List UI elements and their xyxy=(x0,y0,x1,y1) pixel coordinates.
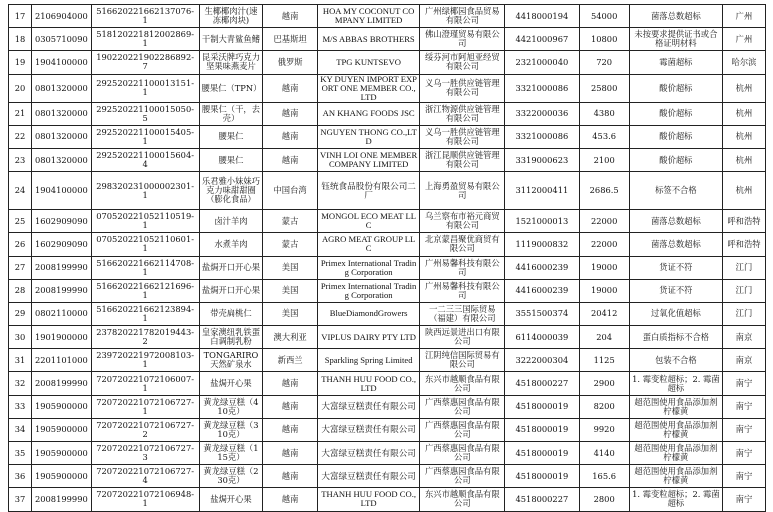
declaration-number-cell: 070520221052110601-1 xyxy=(91,233,199,256)
reason-cell: 标签不合格 xyxy=(629,172,722,210)
manufacturer-cell: M/S ABBAS BROTHERS xyxy=(317,28,420,51)
declaration-number-cell: 516620221662123894-1 xyxy=(91,302,199,325)
importer-cell: 江阴纯信国际贸易有限公司 xyxy=(420,349,505,372)
reason-cell: 货证不符 xyxy=(629,256,722,279)
reason-cell: 1. 霉变粒超标；2. 霉菌超标 xyxy=(629,488,722,511)
importer-code-cell: 4518000227 xyxy=(505,372,579,395)
table-row xyxy=(9,418,766,441)
reason-cell: 菌落总数超标 xyxy=(629,233,722,256)
manufacturer-cell: AN KHANG FOODS JSC xyxy=(317,102,420,125)
row-number-cell: 32 xyxy=(9,372,32,395)
reason-cell: 超范围使用食品添加剂柠檬黄 xyxy=(629,442,722,465)
declaration-number-cell: 516620221662137076-1 xyxy=(91,5,199,28)
product-name-cell: 生椰椰肉汁(速冻椰肉块) xyxy=(199,5,263,28)
row-number-cell: 18 xyxy=(9,28,32,51)
row-number-cell: 25 xyxy=(9,210,32,233)
port-cell: 广州 xyxy=(722,28,765,51)
importer-cell: 广州易馨科技有限公司 xyxy=(420,256,505,279)
product-name-cell: 乐君雅小妹妹巧克力味甜甜圈（膨化食品） xyxy=(199,172,263,210)
product-name-cell: 腰果仁（TPN） xyxy=(199,74,263,102)
importer-cell: 义乌一胜供应链管理有限公司 xyxy=(420,74,505,102)
importer-cell: 广州易馨科技有限公司 xyxy=(420,279,505,302)
importer-code-cell: 4416000239 xyxy=(505,279,579,302)
port-cell: 杭州 xyxy=(722,102,765,125)
row-number-cell: 19 xyxy=(9,51,32,74)
port-cell: 南宁 xyxy=(722,372,765,395)
declaration-number-cell: 239720221972008103-1 xyxy=(91,349,199,372)
product-name-cell: 盐焗开口开心果 xyxy=(199,256,263,279)
hs-code-cell: 0802110000 xyxy=(32,302,92,325)
port-cell: 南宁 xyxy=(722,395,765,418)
row-number-cell: 28 xyxy=(9,279,32,302)
importer-cell: 一二三三国际贸易（福建）有限公司 xyxy=(420,302,505,325)
port-cell: 杭州 xyxy=(722,148,765,171)
product-name-cell: 盐焗开心果 xyxy=(199,488,263,511)
importer-cell: 东兴市越顺食品有限公司 xyxy=(420,488,505,511)
hs-code-cell: 2201101000 xyxy=(32,349,92,372)
origin-cell: 越南 xyxy=(263,442,317,465)
origin-cell: 越南 xyxy=(263,102,317,125)
importer-code-cell: 3321000086 xyxy=(505,125,579,148)
port-cell: 南宁 xyxy=(722,442,765,465)
product-name-cell: 黄龙绿豆糕（115克） xyxy=(199,442,263,465)
importer-cell: 浙江昆顺供应链管理有限公司 xyxy=(420,148,505,171)
importer-code-cell: 3319000623 xyxy=(505,148,579,171)
table-row xyxy=(9,465,766,488)
importer-code-cell: 1521000013 xyxy=(505,210,579,233)
origin-cell: 越南 xyxy=(263,148,317,171)
origin-cell: 越南 xyxy=(263,74,317,102)
table-row xyxy=(9,5,766,28)
declaration-number-cell: 720720221072106727-1 xyxy=(91,395,199,418)
product-name-cell: TONGARIRO天然矿泉水 xyxy=(199,349,263,372)
table-row xyxy=(9,148,766,171)
manufacturer-cell: 钰统食品股份有限公司二厂 xyxy=(317,172,420,210)
weight-cell: 4380 xyxy=(579,102,629,125)
table-row xyxy=(9,233,766,256)
table-body xyxy=(9,5,766,512)
product-name-cell: 盐焗开心果 xyxy=(199,372,263,395)
port-cell: 杭州 xyxy=(722,172,765,210)
hs-code-cell: 2008199990 xyxy=(32,256,92,279)
importer-code-cell: 4518000019 xyxy=(505,395,579,418)
origin-cell: 美国 xyxy=(263,279,317,302)
hs-code-cell: 2008199990 xyxy=(32,279,92,302)
weight-cell: 2900 xyxy=(579,372,629,395)
manufacturer-cell: 大富绿豆糕责任有限公司 xyxy=(317,442,420,465)
hs-code-cell: 2106904000 xyxy=(32,5,92,28)
port-cell: 杭州 xyxy=(722,125,765,148)
row-number-cell: 24 xyxy=(9,172,32,210)
row-number-cell: 29 xyxy=(9,302,32,325)
manufacturer-cell: NGUYEN THONG CO.,LTD xyxy=(317,125,420,148)
importer-cell: 广西蔡惠园食品有限公司 xyxy=(420,418,505,441)
importer-code-cell: 2321000040 xyxy=(505,51,579,74)
row-number-cell: 22 xyxy=(9,125,32,148)
product-name-cell: 腰果仁 xyxy=(199,148,263,171)
origin-cell: 越南 xyxy=(263,488,317,511)
table-row xyxy=(9,349,766,372)
declaration-number-cell: 237820221782019443-2 xyxy=(91,326,199,349)
manufacturer-cell: MONGOL ECO MEAT LLC xyxy=(317,210,420,233)
importer-cell: 广西蔡惠园食品有限公司 xyxy=(420,395,505,418)
table-row xyxy=(9,256,766,279)
manufacturer-cell: VINH LOI ONE MEMBER COMPANY LIMITED xyxy=(317,148,420,171)
manufacturer-cell: TPG KUNTSEVO xyxy=(317,51,420,74)
hs-code-cell: 1905900000 xyxy=(32,418,92,441)
row-number-cell: 31 xyxy=(9,349,32,372)
row-number-cell: 23 xyxy=(9,148,32,171)
importer-code-cell: 3112000411 xyxy=(505,172,579,210)
declaration-number-cell: 720720221072106727-4 xyxy=(91,465,199,488)
declaration-number-cell: 190220221902286892-7 xyxy=(91,51,199,74)
row-number-cell: 34 xyxy=(9,418,32,441)
manufacturer-cell: KY DUYEN IMPORT EXPORT ONE MEMBER CO.,LTD xyxy=(317,74,420,102)
weight-cell: 2100 xyxy=(579,148,629,171)
table-row xyxy=(9,302,766,325)
port-cell: 杭州 xyxy=(722,74,765,102)
reason-cell: 包装不合格 xyxy=(629,349,722,372)
reason-cell: 菌落总数超标 xyxy=(629,210,722,233)
hs-code-cell: 0801320000 xyxy=(32,102,92,125)
row-number-cell: 36 xyxy=(9,465,32,488)
weight-cell: 8200 xyxy=(579,395,629,418)
port-cell: 南宁 xyxy=(722,418,765,441)
product-name-cell: 昆采沃牌巧克力坚果味燕麦片 xyxy=(199,51,263,74)
manufacturer-cell: 大富绿豆糕责任有限公司 xyxy=(317,465,420,488)
manufacturer-cell: 大富绿豆糕责任有限公司 xyxy=(317,418,420,441)
row-number-cell: 27 xyxy=(9,256,32,279)
row-number-cell: 35 xyxy=(9,442,32,465)
manufacturer-cell: HOA MY COCONUT COMPANY LIMITED xyxy=(317,5,420,28)
port-cell: 呼和浩特 xyxy=(722,210,765,233)
table-row xyxy=(9,395,766,418)
importer-code-cell: 4421000967 xyxy=(505,28,579,51)
reason-cell: 蛋白质指标不合格 xyxy=(629,326,722,349)
weight-cell: 54000 xyxy=(579,5,629,28)
origin-cell: 澳大利亚 xyxy=(263,326,317,349)
reason-cell: 酸价超标 xyxy=(629,102,722,125)
table-row xyxy=(9,326,766,349)
origin-cell: 越南 xyxy=(263,125,317,148)
importer-cell: 乌兰察布市裕元商贸有限公司 xyxy=(420,210,505,233)
product-name-cell: 皇家澳纽乳铁蛋白调制乳粉 xyxy=(199,326,263,349)
product-name-cell: 水煮羊肉 xyxy=(199,233,263,256)
declaration-number-cell: 292520221100015604-4 xyxy=(91,148,199,171)
table-row xyxy=(9,51,766,74)
declaration-number-cell: 292520221100013151-1 xyxy=(91,74,199,102)
hs-code-cell: 1904100000 xyxy=(32,172,92,210)
importer-cell: 绥芬河市阿旭亚经贸有限公司 xyxy=(420,51,505,74)
hs-code-cell: 0801320000 xyxy=(32,125,92,148)
origin-cell: 越南 xyxy=(263,372,317,395)
port-cell: 江门 xyxy=(722,256,765,279)
port-cell: 江门 xyxy=(722,302,765,325)
table-row xyxy=(9,28,766,51)
reason-cell: 货证不符 xyxy=(629,279,722,302)
hs-code-cell: 2008199990 xyxy=(32,488,92,511)
origin-cell: 越南 xyxy=(263,465,317,488)
row-number-cell: 30 xyxy=(9,326,32,349)
weight-cell: 453.6 xyxy=(579,125,629,148)
reason-cell: 过氧化值超标 xyxy=(629,302,722,325)
product-name-cell: 腰果仁（干，去壳） xyxy=(199,102,263,125)
origin-cell: 蒙古 xyxy=(263,233,317,256)
port-cell: 江门 xyxy=(722,279,765,302)
importer-cell: 广西蔡惠园食品有限公司 xyxy=(420,442,505,465)
port-cell: 哈尔滨 xyxy=(722,51,765,74)
declaration-number-cell: 720720221072106727-3 xyxy=(91,442,199,465)
declaration-number-cell: 292520221100015050-5 xyxy=(91,102,199,125)
reason-cell: 酸价超标 xyxy=(629,148,722,171)
reason-cell: 超范围使用食品添加剂柠檬黄 xyxy=(629,418,722,441)
row-number-cell: 26 xyxy=(9,233,32,256)
port-cell: 呼和浩特 xyxy=(722,233,765,256)
importer-cell: 北京蒙昌聚优商贸有限公司 xyxy=(420,233,505,256)
table-row xyxy=(9,488,766,511)
row-number-cell: 20 xyxy=(9,74,32,102)
weight-cell: 2800 xyxy=(579,488,629,511)
hs-code-cell: 1602909090 xyxy=(32,210,92,233)
importer-code-cell: 4518000019 xyxy=(505,465,579,488)
rejected-food-table-sheet xyxy=(8,4,766,512)
origin-cell: 越南 xyxy=(263,395,317,418)
importer-cell: 广州绿椰园食品贸易有限公司 xyxy=(420,5,505,28)
origin-cell: 越南 xyxy=(263,5,317,28)
port-cell: 南宁 xyxy=(722,465,765,488)
table-row xyxy=(9,172,766,210)
product-name-cell: 带壳扁桃仁 xyxy=(199,302,263,325)
importer-code-cell: 4518000019 xyxy=(505,442,579,465)
manufacturer-cell: AGRO MEAT GROUP LLC xyxy=(317,233,420,256)
origin-cell: 新西兰 xyxy=(263,349,317,372)
manufacturer-cell: BlueDiamondGrowers xyxy=(317,302,420,325)
table-row xyxy=(9,210,766,233)
table-row xyxy=(9,102,766,125)
table-row xyxy=(9,125,766,148)
origin-cell: 美国 xyxy=(263,302,317,325)
reason-cell: 未按要求提供证书或合格证明材料 xyxy=(629,28,722,51)
manufacturer-cell: 大富绿豆糕责任有限公司 xyxy=(317,395,420,418)
reason-cell: 酸价超标 xyxy=(629,74,722,102)
declaration-number-cell: 720720221072106007-1 xyxy=(91,372,199,395)
declaration-number-cell: 720720221072106948-1 xyxy=(91,488,199,511)
reason-cell: 菌落总数超标 xyxy=(629,5,722,28)
origin-cell: 巴基斯坦 xyxy=(263,28,317,51)
importer-code-cell: 3222000304 xyxy=(505,349,579,372)
declaration-number-cell: 292520221100015405-1 xyxy=(91,125,199,148)
weight-cell: 1125 xyxy=(579,349,629,372)
declaration-number-cell: 720720221072106727-2 xyxy=(91,418,199,441)
hs-code-cell: 1901900000 xyxy=(32,326,92,349)
product-name-cell: 黄龙绿豆糕（230克） xyxy=(199,465,263,488)
row-number-cell: 37 xyxy=(9,488,32,511)
importer-cell: 浙江物源供应链管理有限公司 xyxy=(420,102,505,125)
importer-cell: 广西蔡惠园食品有限公司 xyxy=(420,465,505,488)
hs-code-cell: 1904100000 xyxy=(32,51,92,74)
hs-code-cell: 1905900000 xyxy=(32,395,92,418)
hs-code-cell: 0801320000 xyxy=(32,74,92,102)
product-name-cell: 黄龙绿豆糕（410克） xyxy=(199,395,263,418)
weight-cell: 720 xyxy=(579,51,629,74)
reason-cell: 酸价超标 xyxy=(629,125,722,148)
origin-cell: 中国台湾 xyxy=(263,172,317,210)
weight-cell: 2686.5 xyxy=(579,172,629,210)
importer-cell: 东兴市越顺食品有限公司 xyxy=(420,372,505,395)
table-row xyxy=(9,372,766,395)
importer-code-cell: 3321000086 xyxy=(505,74,579,102)
product-name-cell: 盐焗开口开心果 xyxy=(199,279,263,302)
origin-cell: 蒙古 xyxy=(263,210,317,233)
table-row xyxy=(9,442,766,465)
manufacturer-cell: Sparkling Spring Limited xyxy=(317,349,420,372)
reason-cell: 超范围使用食品添加剂柠檬黄 xyxy=(629,395,722,418)
reason-cell: 霉菌超标 xyxy=(629,51,722,74)
table-row xyxy=(9,74,766,102)
manufacturer-cell: VIPLUS DAIRY PTY LTD xyxy=(317,326,420,349)
product-name-cell: 卤汁羊肉 xyxy=(199,210,263,233)
weight-cell: 25800 xyxy=(579,74,629,102)
rejected-food-table xyxy=(8,4,766,512)
weight-cell: 19000 xyxy=(579,279,629,302)
port-cell: 南京 xyxy=(722,326,765,349)
importer-cell: 陕西远景进出口有限公司 xyxy=(420,326,505,349)
manufacturer-cell: Primex International Trading Corporation xyxy=(317,256,420,279)
importer-code-cell: 4518000019 xyxy=(505,418,579,441)
weight-cell: 19000 xyxy=(579,256,629,279)
weight-cell: 165.6 xyxy=(579,465,629,488)
weight-cell: 22000 xyxy=(579,233,629,256)
declaration-number-cell: 070520221052110519-1 xyxy=(91,210,199,233)
port-cell: 南宁 xyxy=(722,488,765,511)
product-name-cell: 腰果仁 xyxy=(199,125,263,148)
declaration-number-cell: 298320231000002301-1 xyxy=(91,172,199,210)
importer-code-cell: 4418000194 xyxy=(505,5,579,28)
hs-code-cell: 1602909090 xyxy=(32,233,92,256)
weight-cell: 22000 xyxy=(579,210,629,233)
hs-code-cell: 0305710090 xyxy=(32,28,92,51)
origin-cell: 俄罗斯 xyxy=(263,51,317,74)
hs-code-cell: 2008199990 xyxy=(32,372,92,395)
product-name-cell: 干制大青鲨鱼鳍 xyxy=(199,28,263,51)
port-cell: 南京 xyxy=(722,349,765,372)
importer-code-cell: 3551500374 xyxy=(505,302,579,325)
declaration-number-cell: 516620221662121696-1 xyxy=(91,279,199,302)
weight-cell: 204 xyxy=(579,326,629,349)
weight-cell: 10800 xyxy=(579,28,629,51)
hs-code-cell: 1905900000 xyxy=(32,465,92,488)
declaration-number-cell: 518120221812002869-1 xyxy=(91,28,199,51)
importer-code-cell: 3322000036 xyxy=(505,102,579,125)
row-number-cell: 21 xyxy=(9,102,32,125)
weight-cell: 4140 xyxy=(579,442,629,465)
product-name-cell: 黄龙绿豆糕（310克） xyxy=(199,418,263,441)
importer-cell: 上海勇盈贸易有限公司 xyxy=(420,172,505,210)
importer-cell: 佛山澄瑾贸易有限公司 xyxy=(420,28,505,51)
table-row xyxy=(9,279,766,302)
importer-code-cell: 4518000227 xyxy=(505,488,579,511)
row-number-cell: 33 xyxy=(9,395,32,418)
reason-cell: 1. 霉变粒超标；2. 霉菌超标 xyxy=(629,372,722,395)
weight-cell: 20412 xyxy=(579,302,629,325)
importer-code-cell: 1119000832 xyxy=(505,233,579,256)
importer-code-cell: 6114000039 xyxy=(505,326,579,349)
reason-cell: 超范围使用食品添加剂柠檬黄 xyxy=(629,465,722,488)
port-cell: 广州 xyxy=(722,5,765,28)
manufacturer-cell: Primex International Trading Corporation xyxy=(317,279,420,302)
declaration-number-cell: 516620221662114708-1 xyxy=(91,256,199,279)
manufacturer-cell: THANH HUU FOOD CO.,LTD xyxy=(317,488,420,511)
hs-code-cell: 1905900000 xyxy=(32,442,92,465)
origin-cell: 美国 xyxy=(263,256,317,279)
importer-cell: 义乌一胜供应链管理有限公司 xyxy=(420,125,505,148)
manufacturer-cell: THANH HUU FOOD CO.,LTD xyxy=(317,372,420,395)
hs-code-cell: 0801320000 xyxy=(32,148,92,171)
importer-code-cell: 4416000239 xyxy=(505,256,579,279)
origin-cell: 越南 xyxy=(263,418,317,441)
weight-cell: 9920 xyxy=(579,418,629,441)
row-number-cell: 17 xyxy=(9,5,32,28)
